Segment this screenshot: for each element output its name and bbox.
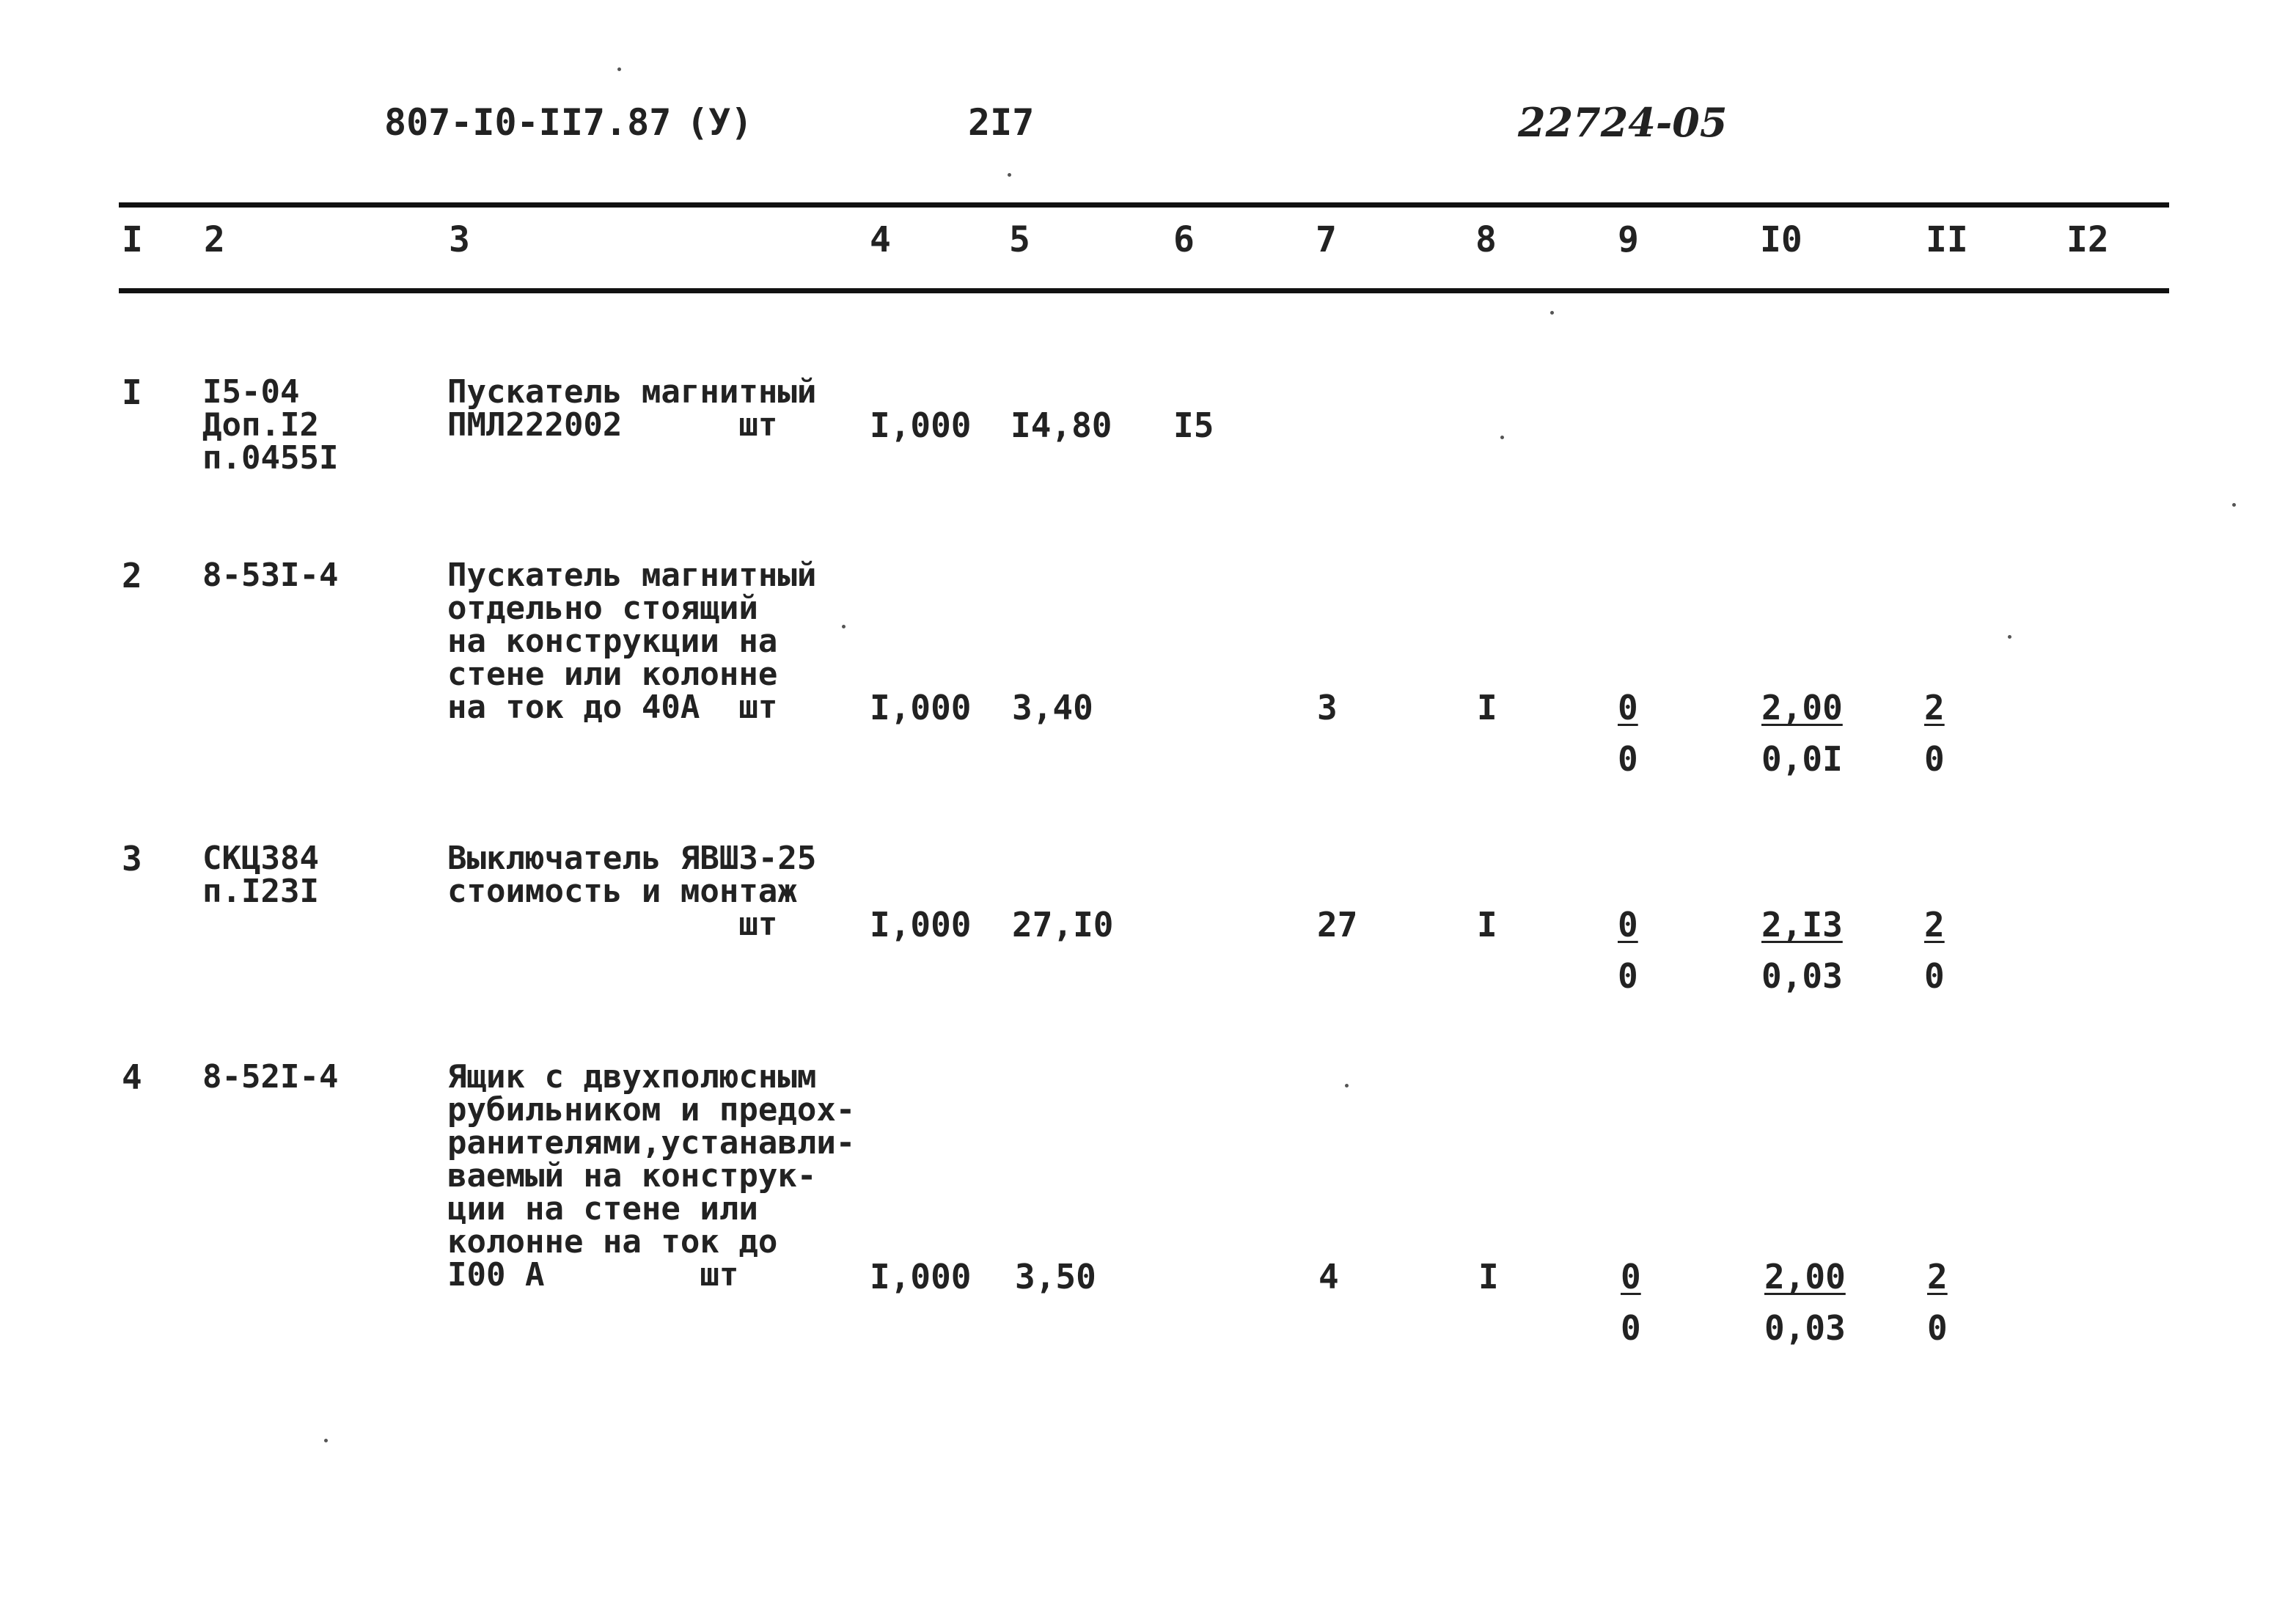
row1-code-1: I5-04 bbox=[202, 373, 300, 411]
row2-col10-top: 2,00 bbox=[1761, 688, 1843, 727]
column-header-11: II bbox=[1926, 219, 1968, 260]
row1-code-2: Доп.I2 bbox=[202, 406, 319, 444]
row2-quantity: I,000 bbox=[870, 688, 972, 727]
scan-speck bbox=[842, 625, 846, 628]
column-header-2: 2 bbox=[204, 219, 225, 260]
column-header-6: 6 bbox=[1173, 219, 1195, 260]
row4-description-3: ранителями,устанавли- bbox=[447, 1124, 856, 1162]
row4-col11-bottom: 0 bbox=[1927, 1308, 1948, 1348]
column-header-9: 9 bbox=[1618, 219, 1639, 260]
row3-col10-bottom: 0,03 bbox=[1761, 956, 1843, 996]
row4-quantity: I,000 bbox=[870, 1257, 972, 1296]
row3-quantity: I,000 bbox=[870, 905, 972, 944]
column-header-7: 7 bbox=[1316, 219, 1337, 260]
row4-col11-top: 2 bbox=[1927, 1257, 1948, 1296]
column-header-4: 4 bbox=[870, 219, 891, 260]
column-header-8: 8 bbox=[1475, 219, 1497, 260]
row3-description-1: Выключатель ЯВШ3-25 bbox=[447, 840, 817, 877]
page-number: 2I7 bbox=[968, 101, 1035, 144]
row2-col10-bottom: 0,0I bbox=[1761, 739, 1843, 779]
scan-speck bbox=[2232, 503, 2236, 507]
scan-speck bbox=[2008, 635, 2011, 639]
row1-cost: I5 bbox=[1173, 406, 1214, 445]
row4-description-1: Ящик с двухполюсным bbox=[447, 1058, 817, 1096]
row4-description-5: ции на стене или bbox=[447, 1190, 758, 1228]
row4-col10-top: 2,00 bbox=[1764, 1257, 1846, 1296]
row1-code-3: п.0455I bbox=[202, 439, 339, 477]
row2-col9-top: 0 bbox=[1618, 688, 1638, 727]
handwritten-number: 22724-05 bbox=[1518, 99, 1728, 146]
row3-description-3: шт bbox=[447, 906, 778, 943]
row1-number: I bbox=[122, 373, 142, 412]
row4-col10-bottom: 0,03 bbox=[1764, 1308, 1846, 1348]
row3-col11-top: 2 bbox=[1924, 905, 1945, 944]
header-rule-bottom bbox=[119, 288, 2169, 293]
row4-description-4: ваемый на конструк- bbox=[447, 1157, 817, 1195]
row2-col11-bottom: 0 bbox=[1924, 739, 1945, 779]
scan-speck bbox=[1008, 173, 1011, 177]
column-header-1: I bbox=[122, 219, 143, 260]
row2-description-1: Пускатель магнитный bbox=[447, 557, 817, 594]
row4-code-1: 8-52I-4 bbox=[202, 1058, 339, 1096]
scan-speck bbox=[324, 1439, 328, 1442]
row4-description-7: I00 А шт bbox=[447, 1256, 739, 1294]
row3-col7: 27 bbox=[1317, 905, 1358, 944]
row2-col7: 3 bbox=[1317, 688, 1338, 727]
document-code: 807-I0-II7.87 bbox=[384, 101, 672, 144]
row1-description-2: ПМЛ222002 шт bbox=[447, 406, 778, 444]
row2-description-3: на конструкции на bbox=[447, 623, 778, 660]
row2-col11-top: 2 bbox=[1924, 688, 1945, 727]
row4-price: 3,50 bbox=[1015, 1257, 1096, 1296]
row2-number: 2 bbox=[122, 556, 142, 595]
document-code-suffix: (У) bbox=[686, 101, 753, 144]
scan-speck bbox=[1345, 1084, 1349, 1087]
row1-price: I4,80 bbox=[1011, 406, 1112, 445]
row3-col10-top: 2,I3 bbox=[1761, 905, 1843, 944]
scan-speck bbox=[1550, 311, 1554, 315]
row2-col9-bottom: 0 bbox=[1618, 739, 1638, 779]
row2-code-1: 8-53I-4 bbox=[202, 557, 339, 594]
header-rule-top bbox=[119, 202, 2169, 208]
row3-price: 27,I0 bbox=[1012, 905, 1114, 944]
row2-price: 3,40 bbox=[1012, 688, 1093, 727]
column-header-10: I0 bbox=[1760, 219, 1802, 260]
row2-description-4: стене или колонне bbox=[447, 656, 778, 693]
row3-number: 3 bbox=[122, 839, 142, 878]
row2-description-2: отдельно стоящий bbox=[447, 590, 758, 627]
row2-description-5: на ток до 40А шт bbox=[447, 689, 778, 726]
column-header-12: I2 bbox=[2066, 219, 2109, 260]
row4-col9-bottom: 0 bbox=[1621, 1308, 1641, 1348]
row3-col11-bottom: 0 bbox=[1924, 956, 1945, 996]
row4-col9-top: 0 bbox=[1621, 1257, 1641, 1296]
row1-description-1: Пускатель магнитный bbox=[447, 373, 817, 411]
scan-speck bbox=[1500, 436, 1504, 439]
row3-description-2: стоимость и монтаж bbox=[447, 873, 797, 910]
row4-number: 4 bbox=[122, 1057, 142, 1097]
row4-description-6: колонне на ток до bbox=[447, 1223, 778, 1261]
row4-col8: I bbox=[1478, 1257, 1499, 1296]
row4-col7: 4 bbox=[1318, 1257, 1339, 1296]
row3-code-2: п.I23I bbox=[202, 873, 319, 910]
column-header-3: 3 bbox=[449, 219, 470, 260]
row4-description-2: рубильником и предох- bbox=[447, 1091, 856, 1129]
row2-col8: I bbox=[1477, 688, 1497, 727]
row3-col9-top: 0 bbox=[1618, 905, 1638, 944]
column-header-5: 5 bbox=[1009, 219, 1030, 260]
row3-code-1: СКЦ384 bbox=[202, 840, 319, 877]
row1-quantity: I,000 bbox=[870, 406, 972, 445]
scan-speck bbox=[617, 67, 621, 71]
row3-col8: I bbox=[1477, 905, 1497, 944]
row3-col9-bottom: 0 bbox=[1618, 956, 1638, 996]
